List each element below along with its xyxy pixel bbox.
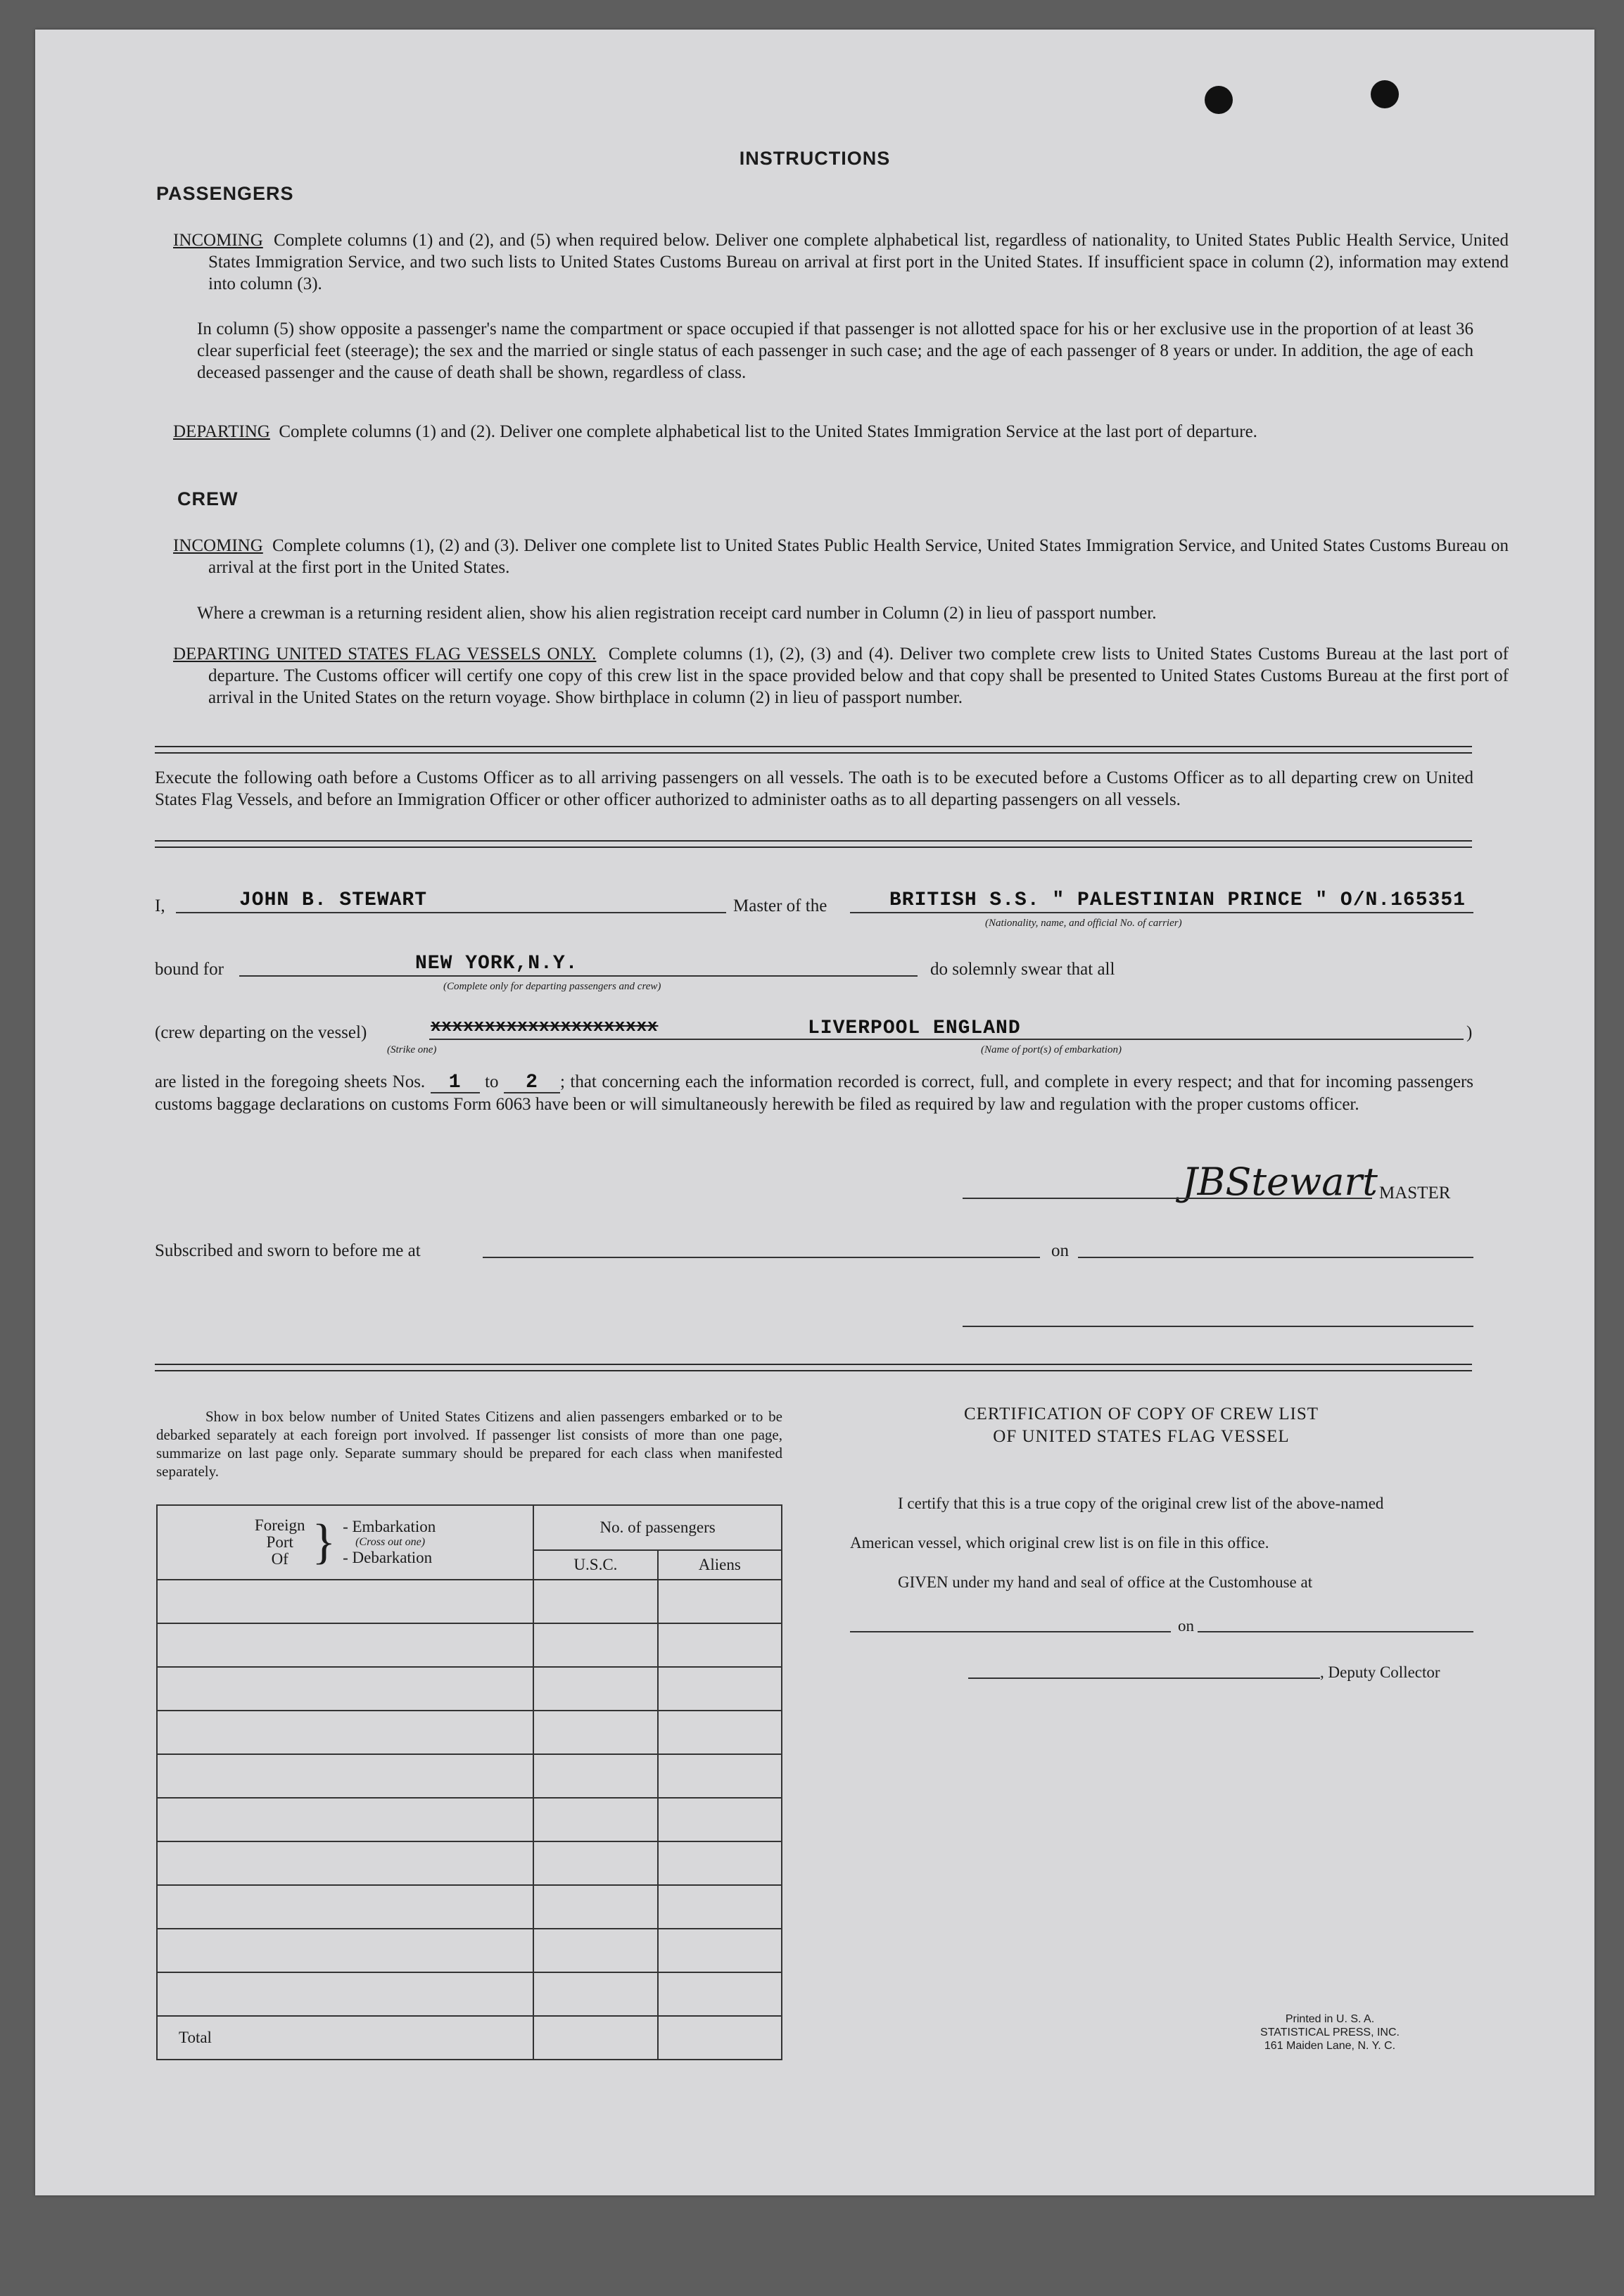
aliens-cell[interactable] [658, 1885, 782, 1929]
passengers-incoming-text: Complete columns (1) and (2), and (5) when required below. Deliver one complete alphabetical list, regardless of nationality, to United States Public Health Service, United States Immigration Service, and two such lists to United States Customs Bureau on arrival at first port in the United States. If insufficient space in column (2), information may extend into column (3). [208, 231, 1509, 293]
certification-title-line1: CERTIFICATION OF COPY OF CREW LIST [963, 1404, 1319, 1423]
total-label: Total [157, 2016, 533, 2060]
certification-on-label: on [1178, 1617, 1194, 1635]
embarkation-port-value: LIVERPOOL ENGLAND [808, 1017, 1021, 1039]
sheets-label: are listed in the foregoing sheets Nos. [155, 1072, 426, 1091]
port-cell[interactable] [157, 1754, 533, 1798]
aliens-cell[interactable] [658, 1841, 782, 1885]
crew-departing-paragraph [173, 643, 1509, 709]
closing-paren: ) [1466, 1023, 1473, 1042]
port-cell[interactable] [157, 1667, 533, 1711]
certification-title [809, 1403, 1473, 1448]
crew-departing-vessel-label: (crew departing on the vessel) [155, 1023, 367, 1042]
no-of-passengers-header: No. of passengers [533, 1505, 782, 1550]
vessel-value: BRITISH S.S. " PALESTINIAN PRINCE " O/N.165351 [889, 889, 1466, 911]
port-cell[interactable] [157, 1929, 533, 1972]
port-cell[interactable] [157, 1798, 533, 1841]
total-row [157, 2016, 782, 2060]
passengers-heading: PASSENGERS [156, 183, 294, 204]
total-aliens-cell[interactable] [658, 2016, 782, 2060]
master-label: MASTER [1379, 1184, 1451, 1203]
port-cell[interactable] [157, 1580, 533, 1623]
usc-cell[interactable] [533, 1841, 657, 1885]
usc-cell[interactable] [533, 1929, 657, 1972]
sheet-from-value: 1 [431, 1074, 480, 1093]
debarkation-option: - Debarkation [343, 1549, 433, 1566]
passengers-departing-label: DEPARTING [173, 422, 270, 441]
vessel-caption: (Nationality, name, and official No. of carrier) [985, 918, 1182, 929]
strike-one-caption: (Strike one) [387, 1044, 437, 1055]
punch-hole [1371, 80, 1399, 108]
table-row [157, 1929, 782, 1972]
usc-cell[interactable] [533, 1667, 657, 1711]
subscribed-place-line [483, 1257, 1040, 1258]
printer-imprint [1217, 2012, 1442, 2053]
aliens-cell[interactable] [658, 1972, 782, 2016]
table-row [157, 1798, 782, 1841]
master-signature: JBStewart [1182, 1160, 1378, 1204]
signature-line [963, 1198, 1372, 1199]
subscribed-date-line [1078, 1257, 1473, 1258]
embarkation-option: - Embarkation [343, 1518, 436, 1535]
foreign-port-label [255, 1517, 305, 1568]
oath-i-label: I, [155, 896, 165, 915]
port-cell[interactable] [157, 1885, 533, 1929]
swear-label: do solemnly swear that all [930, 960, 1115, 979]
port-cell[interactable] [157, 1623, 533, 1667]
crew-incoming-paragraph [173, 535, 1509, 578]
port-cell[interactable] [157, 1841, 533, 1885]
struck-out-text: xxxxxxxxxxxxxxxxxxxxx [431, 1017, 659, 1036]
aliens-cell[interactable] [658, 1929, 782, 1972]
usc-cell[interactable] [533, 1623, 657, 1667]
crew-departing-text: Complete columns (1), (2), (3) and (4). Deliver two complete crew lists to United States Customs Bureau at the last port of departure. The Customs officer will certify one copy of this crew list in the space provided below and that copy shall be presented to United States Customs Bureau at the first port of arrival in the United States on the return voyage. Show birthplace in column (2) in lieu of passport number. [208, 645, 1509, 707]
passengers-departing-paragraph [173, 421, 1509, 443]
passengers-incoming-paragraph [173, 229, 1509, 295]
sheet-to-value: 2 [504, 1074, 560, 1093]
double-rule [155, 840, 1472, 848]
aliens-cell[interactable] [658, 1798, 782, 1841]
document-page [35, 30, 1594, 2195]
table-header-row [157, 1505, 782, 1550]
crew-heading: CREW [177, 488, 239, 509]
deputy-collector-label: , Deputy Collector [1320, 1663, 1440, 1681]
passengers-departing-text: Complete columns (1) and (2). Deliver one complete alphabetical list to the United States Immigration Service at the last port of departure. [279, 422, 1257, 441]
usc-cell[interactable] [533, 1754, 657, 1798]
table-row [157, 1754, 782, 1798]
page-title: INSTRUCTIONS [739, 148, 891, 169]
bound-for-line [239, 975, 918, 977]
port-cell[interactable] [157, 1972, 533, 2016]
officer-signature-line [963, 1326, 1473, 1327]
usc-cell[interactable] [533, 1798, 657, 1841]
passenger-summary-table [156, 1504, 782, 2060]
table-row [157, 1667, 782, 1711]
subscribed-on-label: on [1051, 1241, 1069, 1260]
usc-header: U.S.C. [533, 1550, 657, 1580]
master-of-label: Master of the [733, 896, 827, 915]
master-name-value: JOHN B. STEWART [239, 889, 428, 911]
vessel-line [850, 912, 1473, 913]
aliens-cell[interactable] [658, 1580, 782, 1623]
table-row [157, 1885, 782, 1929]
summary-instructions: Show in box below number of United States Citizens and alien passengers embarked or to be debarked separately at each foreign port involved. If passenger list consists of more than one page, summarize on last page only. Separate summary should be prepared for each class when manifested separately. [156, 1408, 782, 1480]
table-row [157, 1841, 782, 1885]
sheets-rest-text: ; that concerning each the information recorded is correct, full, and complete in every respect; and that for incoming passengers customs baggage declarations on customs Form 6063 have been or will simultaneously herewith be filed as required by law and regulation with the proper customs officer. [155, 1072, 1473, 1114]
crew-alien-paragraph: Where a crewman is a returning resident alien, show his alien registration receipt card number in Column (2) in lieu of passport number. [197, 604, 1157, 623]
master-name-line [176, 912, 726, 913]
crew-incoming-text: Complete columns (1), (2) and (3). Deliver one complete list to United States Public Health Service, United States Immigration Service, and United States Customs Bureau on arrival at the first port in the United States. [208, 536, 1509, 577]
subscribed-label: Subscribed and sworn to before me at [155, 1241, 421, 1260]
certification-title-line2: OF UNITED STATES FLAG VESSEL [993, 1427, 1290, 1446]
double-rule [155, 746, 1472, 754]
port-cell[interactable] [157, 1711, 533, 1754]
certify-text-line1: I certify that this is a true copy of the original crew list of the above-named [898, 1495, 1384, 1512]
deputy-signature-line [968, 1677, 1320, 1679]
aliens-header: Aliens [658, 1550, 782, 1580]
aliens-cell[interactable] [658, 1623, 782, 1667]
printer-line3: 161 Maiden Lane, N. Y. C. [1264, 2040, 1396, 2052]
total-usc-cell[interactable] [533, 2016, 657, 2060]
of-label: Of [271, 1550, 288, 1568]
brace-glyph: } [312, 1515, 336, 1569]
certification-date-line [1198, 1631, 1473, 1632]
usc-cell[interactable] [533, 1580, 657, 1623]
port-label: Port [266, 1533, 293, 1551]
usc-cell[interactable] [533, 1711, 657, 1754]
usc-cell[interactable] [533, 1885, 657, 1929]
bound-for-label: bound for [155, 960, 224, 979]
certify-text-line2: American vessel, which original crew list is on file in this office. [850, 1534, 1269, 1552]
foreign-port-header-cell [157, 1505, 533, 1580]
bound-for-caption: (Complete only for departing passengers and crew) [443, 981, 661, 992]
printer-line2: STATISTICAL PRESS, INC. [1260, 2027, 1400, 2038]
cross-out-caption: (Cross out one) [355, 1536, 426, 1548]
customhouse-line [850, 1631, 1171, 1632]
table-row [157, 1580, 782, 1623]
aliens-cell[interactable] [658, 1667, 782, 1711]
bound-for-value: NEW YORK,N.Y. [415, 953, 578, 975]
double-rule [155, 1364, 1472, 1371]
punch-hole [1205, 86, 1233, 114]
oath-sheets-paragraph [155, 1071, 1473, 1115]
table-row [157, 1711, 782, 1754]
oath-instructions: Execute the following oath before a Customs Officer as to all arriving passengers on all vessels. The oath is to be executed before a Customs Officer as to all departing crew on United States Flag Vessels, and before an Immigration Officer or other officer authorized to administer oaths as to all departing passengers on all vessels. [155, 768, 1473, 809]
table-row [157, 1623, 782, 1667]
printer-line1: Printed in U. S. A. [1285, 2013, 1375, 2025]
passengers-incoming-label: INCOMING [173, 231, 263, 250]
usc-cell[interactable] [533, 1972, 657, 2016]
to-label: to [485, 1072, 499, 1091]
aliens-cell[interactable] [658, 1711, 782, 1754]
passengers-column5-paragraph: In column (5) show opposite a passenger's name the compartment or space occupied if that passenger is not allotted space for his or her exclusive use in the proportion of at least 36 clear superficial feet (steerage); the sex and the married or single status of each passenger in such case; and the age of each passenger of 8 years or under. In addition, the age of each deceased passenger and the cause of death shall be shown, regardless of class. [197, 319, 1473, 382]
table-row [157, 1972, 782, 2016]
given-text: GIVEN under my hand and seal of office at the Customhouse at [898, 1573, 1313, 1591]
foreign-label: Foreign [254, 1516, 305, 1534]
crew-incoming-label: INCOMING [173, 536, 263, 555]
aliens-cell[interactable] [658, 1754, 782, 1798]
port-caption: (Name of port(s) of embarkation) [981, 1044, 1122, 1055]
crew-departing-label: DEPARTING UNITED STATES FLAG VESSELS ONLY. [173, 645, 597, 664]
